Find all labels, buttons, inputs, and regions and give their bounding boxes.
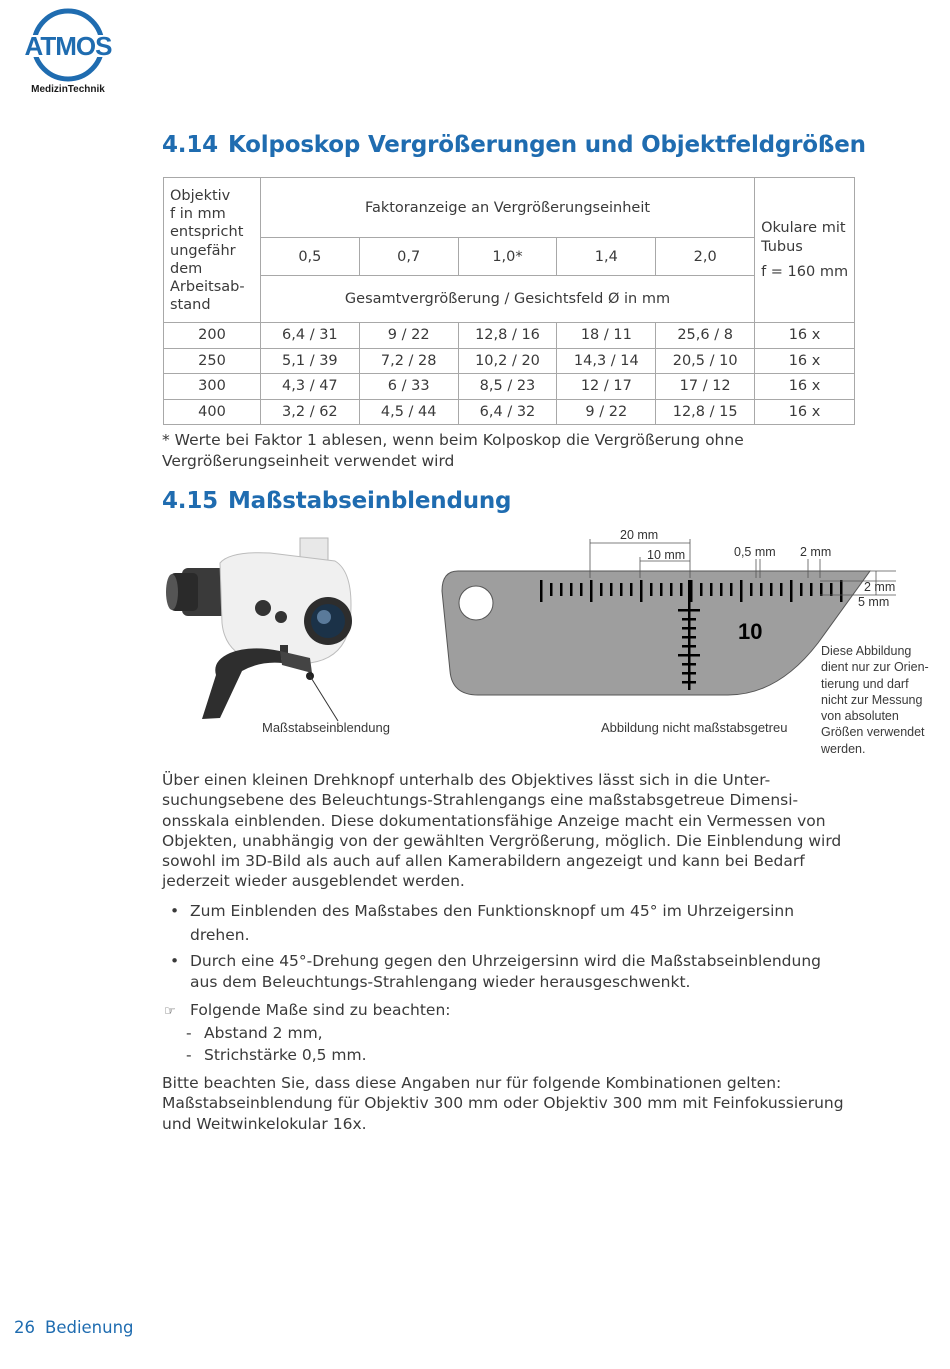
table-row: 200 6,4 / 31 9 / 22 12,8 / 16 18 / 11 25,6 / 8 16 x — [164, 323, 855, 349]
scale-tick — [820, 583, 823, 596]
scale-tick — [540, 580, 543, 602]
list-item: - Abstand 2 mm, — [186, 1024, 323, 1042]
header-objective: Objektiv f in mm entspricht ungefähr dem Arbeitsab- stand — [164, 178, 261, 323]
label-2mm-top: 2 mm — [800, 545, 832, 559]
factor-cell: 0,5 — [260, 238, 359, 276]
colposcope-image — [160, 533, 380, 723]
note-line: ☞ Folgende Maße sind zu beachten: — [164, 999, 844, 1023]
figure-disclaimer: Diese Abbildung dient nur zur Orien- tierung und darf nicht zur Messung von absoluten Größen verwendet werden. — [821, 644, 929, 756]
scale-tick — [580, 583, 583, 596]
scale-overlay-figure — [160, 523, 940, 763]
header-subtitle: Gesamtvergrößerung / Gesichtsfeld Ø in mm — [260, 276, 754, 323]
scale-tick — [720, 583, 723, 596]
list-item: • Zum Einblenden des Maßstabes den Funktionsknopf um 45° im Uhrzeigersinn drehen. — [170, 902, 795, 944]
scale-tick — [740, 580, 743, 602]
scale-tick — [630, 583, 633, 596]
section-title: Kolposkop Vergrößerungen und Objektfeldgrößen — [227, 132, 866, 158]
scale-tick — [760, 583, 763, 596]
scale-tick — [790, 580, 793, 602]
header-factor: Faktoranzeige an Vergrößerungseinheit — [260, 178, 754, 238]
scale-tick — [780, 583, 783, 596]
paragraph-conditions: Bitte beachten Sie, dass diese Angaben nur für folgende Kombinationen gelten: Maßstabseinblendung für Objektiv 300 mm oder Objektiv 300 mm mit Feinfokussierung und Weitwinkelokular 16x. — [162, 1074, 844, 1133]
scale-tick — [550, 583, 553, 596]
table-row: 400 3,2 / 62 4,5 / 44 6,4 / 32 9 / 22 12,8 / 15 16 x — [164, 399, 855, 425]
label-20mm: 20 mm — [620, 528, 659, 542]
section-number: 4.15 — [162, 488, 218, 514]
factor-cell: 1,4 — [557, 238, 656, 276]
atmos-logo-graphic — [18, 8, 118, 86]
list-item: - Strichstärke 0,5 mm. — [186, 1046, 367, 1064]
scale-vertical-axis — [688, 580, 691, 690]
logo-brand: ATMOS — [24, 31, 112, 61]
label-5mm-right: 5 mm — [858, 595, 890, 609]
scale-tick — [700, 583, 703, 596]
page-footer — [14, 1318, 134, 1337]
caption-not-to-scale: Abbildung nicht maßstabsgetreu — [601, 720, 788, 735]
scale-tick — [830, 583, 833, 596]
magnification-table — [163, 177, 855, 425]
scale-tick — [620, 583, 623, 596]
section-number: 4.14 — [162, 132, 218, 158]
caption-scale-overlay: Maßstabseinblendung — [262, 720, 390, 735]
table-footnote: * Werte bei Faktor 1 ablesen, wenn beim Kolposkop die Vergrößerung ohne Vergrößerungseinheit verwendet wird — [162, 431, 744, 470]
scale-tick — [800, 583, 803, 596]
page-number: 26 — [14, 1318, 35, 1337]
table-row: 250 5,1 / 39 7,2 / 28 10,2 / 20 14,3 / 14 20,5 / 10 16 x — [164, 348, 855, 374]
factor-cell: 0,7 — [359, 238, 458, 276]
scale-tick — [650, 583, 653, 596]
paragraph-description: Über einen kleinen Drehknopf unterhalb des Objektives lässt sich in die Unter- suchungsebene des Beleuchtungs-Strahlengangs eine maßstabsgetreue Dimensi- onsskala einblenden. Diese dokumentationsfähige Anzeige macht ein Vermessen von Objekten, unabhängig von der gewählten Vergrößerung, möglich. Die Einblendung wird sowohl im 3D-Bild als auch auf allen Kamerabildern angezeigt und kann bei Bedarf jederzeit wieder ausgeblendet werden. — [162, 771, 842, 891]
atmos-logo — [18, 8, 118, 98]
factor-cell: 1,0* — [458, 238, 557, 276]
scale-tick — [570, 583, 573, 596]
section-heading-4-15 — [162, 488, 511, 514]
scale-tick — [610, 583, 613, 596]
section-title: Maßstabseinblendung — [227, 488, 512, 514]
scale-tick — [560, 583, 563, 596]
scale-tick — [710, 583, 713, 596]
header-eyepiece: Okulare mit Tubus f = 160 mm — [755, 178, 855, 323]
label-0-5mm: 0,5 mm — [734, 545, 776, 559]
scale-tick — [660, 583, 663, 596]
scale-tick — [730, 583, 733, 596]
pointing-hand-icon: ☞ — [164, 1004, 176, 1019]
factor-cell: 2,0 — [656, 238, 755, 276]
label-2mm-right: 2 mm — [864, 580, 896, 594]
scale-tick — [680, 583, 683, 596]
scale-tick — [810, 583, 813, 596]
list-item: • Durch eine 45°-Drehung gegen den Uhrzeigersinn wird die Maßstabseinblendung aus dem Beleuchtungs-Strahlengang wieder herausgeschwenkt. — [170, 952, 822, 991]
scale-tick — [590, 580, 593, 602]
table-row: 300 4,3 / 47 6 / 33 8,5 / 23 12 / 17 17 / 12 16 x — [164, 374, 855, 400]
scale-tick — [600, 583, 603, 596]
logo-subtitle: MedizinTechnik — [31, 84, 105, 95]
scale-tick — [840, 580, 843, 602]
scale-tick — [670, 583, 673, 596]
scale-tick — [750, 583, 753, 596]
scale-tick — [640, 580, 643, 602]
scale-tick — [770, 583, 773, 596]
label-10mm: 10 mm — [647, 548, 686, 562]
section-heading-4-14 — [162, 132, 866, 158]
footer-section: Bedienung — [45, 1318, 134, 1337]
scale-number: 10 — [738, 619, 763, 644]
